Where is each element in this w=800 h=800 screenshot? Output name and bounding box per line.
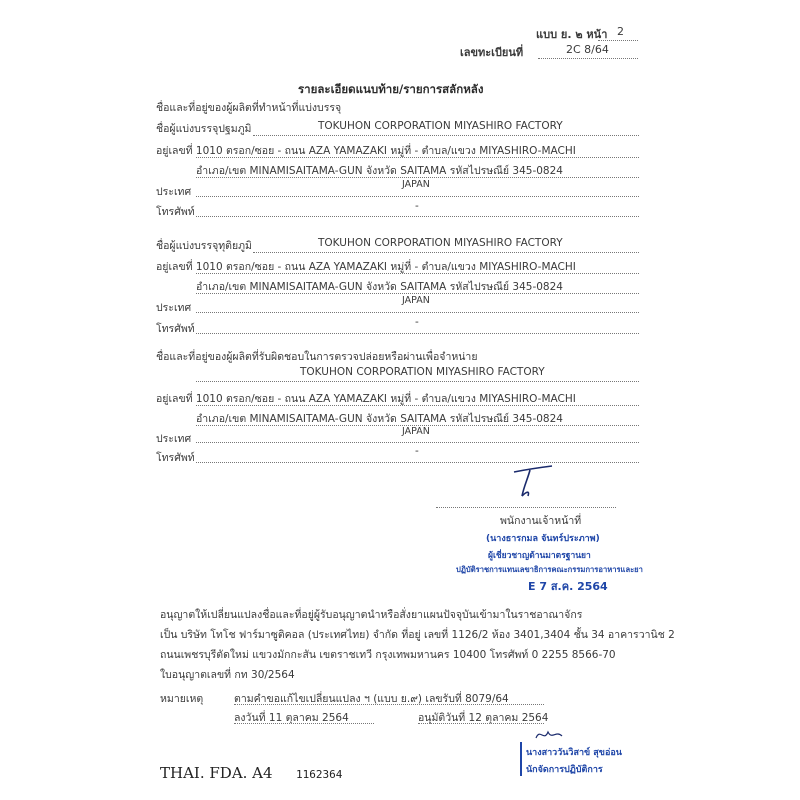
form-label: แบบ ย. ๒ หน้า [536, 28, 608, 41]
remarks-received-date: ลงวันที่ 11 ตุลาคม 2564 [234, 712, 349, 724]
release-country: JAPAN [402, 426, 430, 437]
form-code: THAI. FDA. A4 [160, 764, 273, 782]
dotted-line [196, 442, 639, 443]
release-address-2: อำเภอ/เขต MINAMISAITAMA-GUN จังหวัด SAITAMA รหัสไปรษณีย์ 345-0824 [196, 413, 563, 425]
initials-signature [532, 726, 572, 746]
approval-line-3: ถนนเพชรบุรีตัดใหม่ แขวงมักกะสัน เขตราชเทวี กรุงเทพมหานคร 10400 โทรศัพท์ 0 2255 8566-70 [160, 649, 616, 661]
dotted-line [196, 381, 639, 382]
dotted-line [196, 177, 639, 178]
section-heading-packers: ชื่อและที่อยู่ของผู้ผลิตที่ทำหน้าที่แบ่งบรรจุ [156, 102, 342, 114]
dotted-line [253, 135, 639, 136]
stamp-bracket [520, 742, 526, 776]
registration-label: เลขทะเบียนที่ [460, 46, 524, 59]
dotted-line [196, 157, 639, 158]
secondary-packer-label: ชื่อผู้แบ่งบรรจุทุติยภูมิ [156, 240, 252, 252]
remarks-approved-date: อนุมัติวันที่ 12 ตุลาคม 2564 [418, 712, 549, 724]
release-phone: - [415, 445, 419, 457]
secondary-packer-address-1: อยู่เลขที่ 1010 ตรอก/ซอย - ถนน AZA YAMAZAKI หมู่ที่ - ตำบล/แขวง MIYASHIRO-MACHI [156, 261, 576, 273]
signature-line [436, 507, 616, 508]
secondary-packer-country-label: ประเทศ [156, 302, 192, 314]
dotted-line [196, 216, 639, 217]
dotted-line [253, 252, 639, 253]
remarks-label: หมายเหตุ [160, 693, 204, 705]
release-manufacturer-name: TOKUHON CORPORATION MIYASHIRO FACTORY [300, 366, 545, 378]
dotted-line [196, 462, 639, 463]
primary-packer-address-1: อยู่เลขที่ 1010 ตรอก/ซอย - ถนน AZA YAMAZAKI หมู่ที่ - ตำบล/แขวง MIYASHIRO-MACHI [156, 145, 576, 157]
dotted-line [196, 312, 639, 313]
primary-packer-country: JAPAN [402, 179, 430, 190]
secondary-packer-phone: - [415, 316, 419, 328]
release-address-1: อยู่เลขที่ 1010 ตรอก/ซอย - ถนน AZA YAMAZAKI หมู่ที่ - ตำบล/แขวง MIYASHIRO-MACHI [156, 393, 576, 405]
page-number-line [598, 40, 638, 41]
officer-delegation-stamp: ปฏิบัติราชการแทนเลขาธิการคณะกรรมการอาหารและยา [456, 565, 643, 574]
secondary-packer-address-2: อำเภอ/เขต MINAMISAITAMA-GUN จังหวัด SAITAMA รหัสไปรษณีย์ 345-0824 [196, 281, 563, 293]
registration-number: 2C 8/64 [566, 43, 609, 56]
release-phone-label: โทรศัพท์ [156, 452, 195, 464]
dotted-line [196, 273, 639, 274]
primary-packer-country-label: ประเทศ [156, 186, 192, 198]
remarks-request: ตามคำขอแก้ไขเปลี่ยนแปลง ฯ (แบบ ย.๙) เลขรับที่ 8079/64 [234, 693, 509, 705]
bottom-stamp-title: นักจัดการปฏิบัติการ [526, 765, 603, 775]
serial-number: 1162364 [296, 768, 343, 781]
approval-line-1: อนุญาตให้เปลี่ยนแปลงชื่อและที่อยู่ผู้รับอนุญาตนำหรือสั่งยาแผนปัจจุบันเข้ามาในราชอาณาจักร [160, 609, 583, 621]
dotted-line [196, 293, 639, 294]
release-country-label: ประเทศ [156, 433, 192, 445]
page-title: รายละเอียดแนบท้าย/รายการสลักหลัง [298, 82, 484, 96]
dotted-line [196, 333, 639, 334]
secondary-packer-phone-label: โทรศัพท์ [156, 323, 195, 335]
officer-signature [506, 462, 566, 502]
page-number: 2 [617, 25, 624, 38]
secondary-packer-country: JAPAN [402, 295, 430, 306]
primary-packer-address-2: อำเภอ/เขต MINAMISAITAMA-GUN จังหวัด SAITAMA รหัสไปรษณีย์ 345-0824 [196, 165, 563, 177]
primary-packer-phone: - [415, 200, 419, 212]
officer-name-stamp: (นางธารกมล จันทร์ประภาพ) [486, 534, 600, 544]
dotted-line [234, 723, 374, 724]
dotted-line [418, 723, 544, 724]
release-heading: ชื่อและที่อยู่ของผู้ผลิตที่รับผิดชอบในการตรวจปล่อยหรือผ่านเพื่อจำหน่าย [156, 351, 478, 363]
date-stamp: E 7 ส.ค. 2564 [528, 580, 608, 593]
primary-packer-phone-label: โทรศัพท์ [156, 206, 195, 218]
license-number: ใบอนุญาตเลขที่ กท 30/2564 [160, 669, 295, 681]
primary-packer-name: TOKUHON CORPORATION MIYASHIRO FACTORY [318, 120, 563, 132]
approval-line-2: เป็น บริษัท โทโช ฟาร์มาซูติคอล (ประเทศไทย) จำกัด ที่อยู่ เลขที่ 1126/2 ห้อง 3401,3404 ชั้น 34 อาคารวานิช 2 [160, 629, 675, 641]
secondary-packer-name: TOKUHON CORPORATION MIYASHIRO FACTORY [318, 237, 563, 249]
officer-title-stamp: ผู้เชี่ยวชาญด้านมาตรฐานยา [488, 551, 591, 561]
dotted-line [196, 196, 639, 197]
dotted-line [196, 405, 639, 406]
primary-packer-label: ชื่อผู้แบ่งบรรจุปฐมภูมิ [156, 123, 252, 135]
officer-role: พนักงานเจ้าหน้าที่ [500, 515, 582, 527]
registration-line [538, 58, 638, 59]
bottom-stamp-name: นางสาววันวิสาข์ สุขอ่อน [526, 748, 622, 758]
dotted-line [234, 704, 544, 705]
